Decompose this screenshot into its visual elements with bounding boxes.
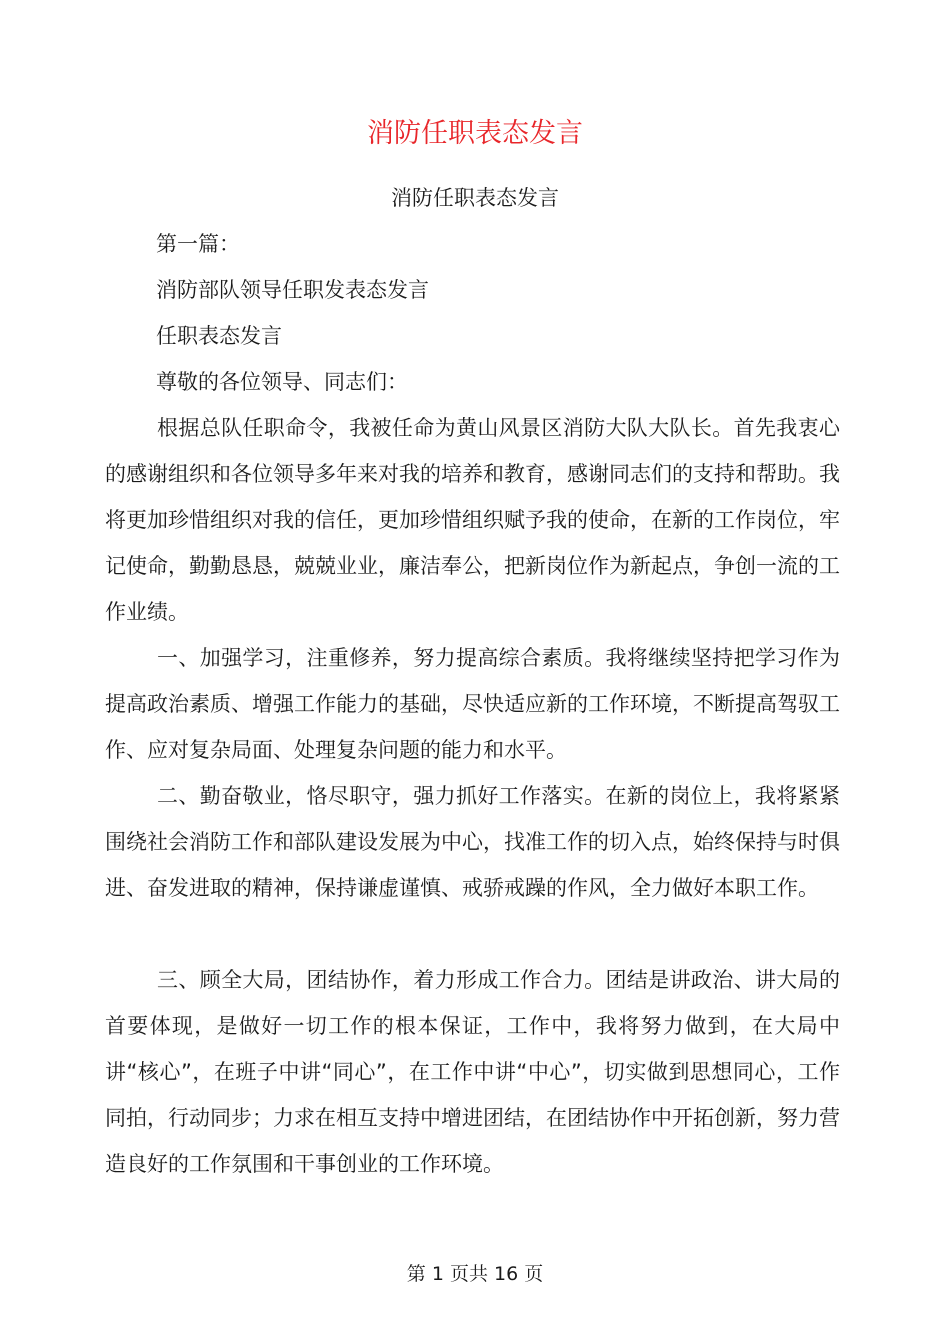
document-subtitle: 消防任职表态发言 bbox=[391, 186, 559, 210]
speech-heading: 任职表态发言 bbox=[156, 324, 282, 348]
section-label: 第一篇： bbox=[156, 232, 240, 256]
paragraph-point-3: 三、顾全大局，团结协作，着力形成工作合力。团结是讲政治、讲大局的首要体现，是做好一切工作的根本保证，工作中，我将努力做到，在大局中讲“核心”，在班子中讲“同心”，在工作中讲“中心”，切实做到思想同心，工作同拍，行动同步；力求在相互支持中增进团结，在团结协作中开拓创新，努力营造良好的工作氛围和干事创业的工作环境。 bbox=[105, 968, 840, 1176]
document-title: 消防任职表态发言 bbox=[367, 118, 583, 149]
paragraph-intro: 根据总队任职命令，我被任命为黄山风景区消防大队大队长。首先我衷心的感谢组织和各位领导多年来对我的培养和教育，感谢同志们的支持和帮助。我将更加珍惜组织对我的信任，更加珍惜组织赋予我的使命，在新的工作岗位，牢记使命，勤勤恳恳，兢兢业业，廉洁奉公，把新岗位作为新起点，争创一流的工作业绩。 bbox=[105, 416, 840, 624]
section-heading: 消防部队领导任职发表态发言 bbox=[156, 278, 429, 302]
paragraph-point-1: 一、加强学习，注重修养，努力提高综合素质。我将继续坚持把学习作为提高政治素质、增强工作能力的基础，尽快适应新的工作环境，不断提高驾驭工作、应对复杂局面、处理复杂问题的能力和水平。 bbox=[105, 646, 840, 762]
paragraph-point-2: 二、勤奋敬业，恪尽职守，强力抓好工作落实。在新的岗位上，我将紧紧围绕社会消防工作和部队建设发展为中心，找准工作的切入点，始终保持与时俱进、奋发进取的精神，保持谦虚谨慎、戒骄戒躁的作风，全力做好本职工作。 bbox=[105, 784, 840, 900]
page-footer: 第 1 页共 16 页 bbox=[406, 1263, 544, 1285]
salutation: 尊敬的各位领导、同志们： bbox=[156, 370, 408, 394]
